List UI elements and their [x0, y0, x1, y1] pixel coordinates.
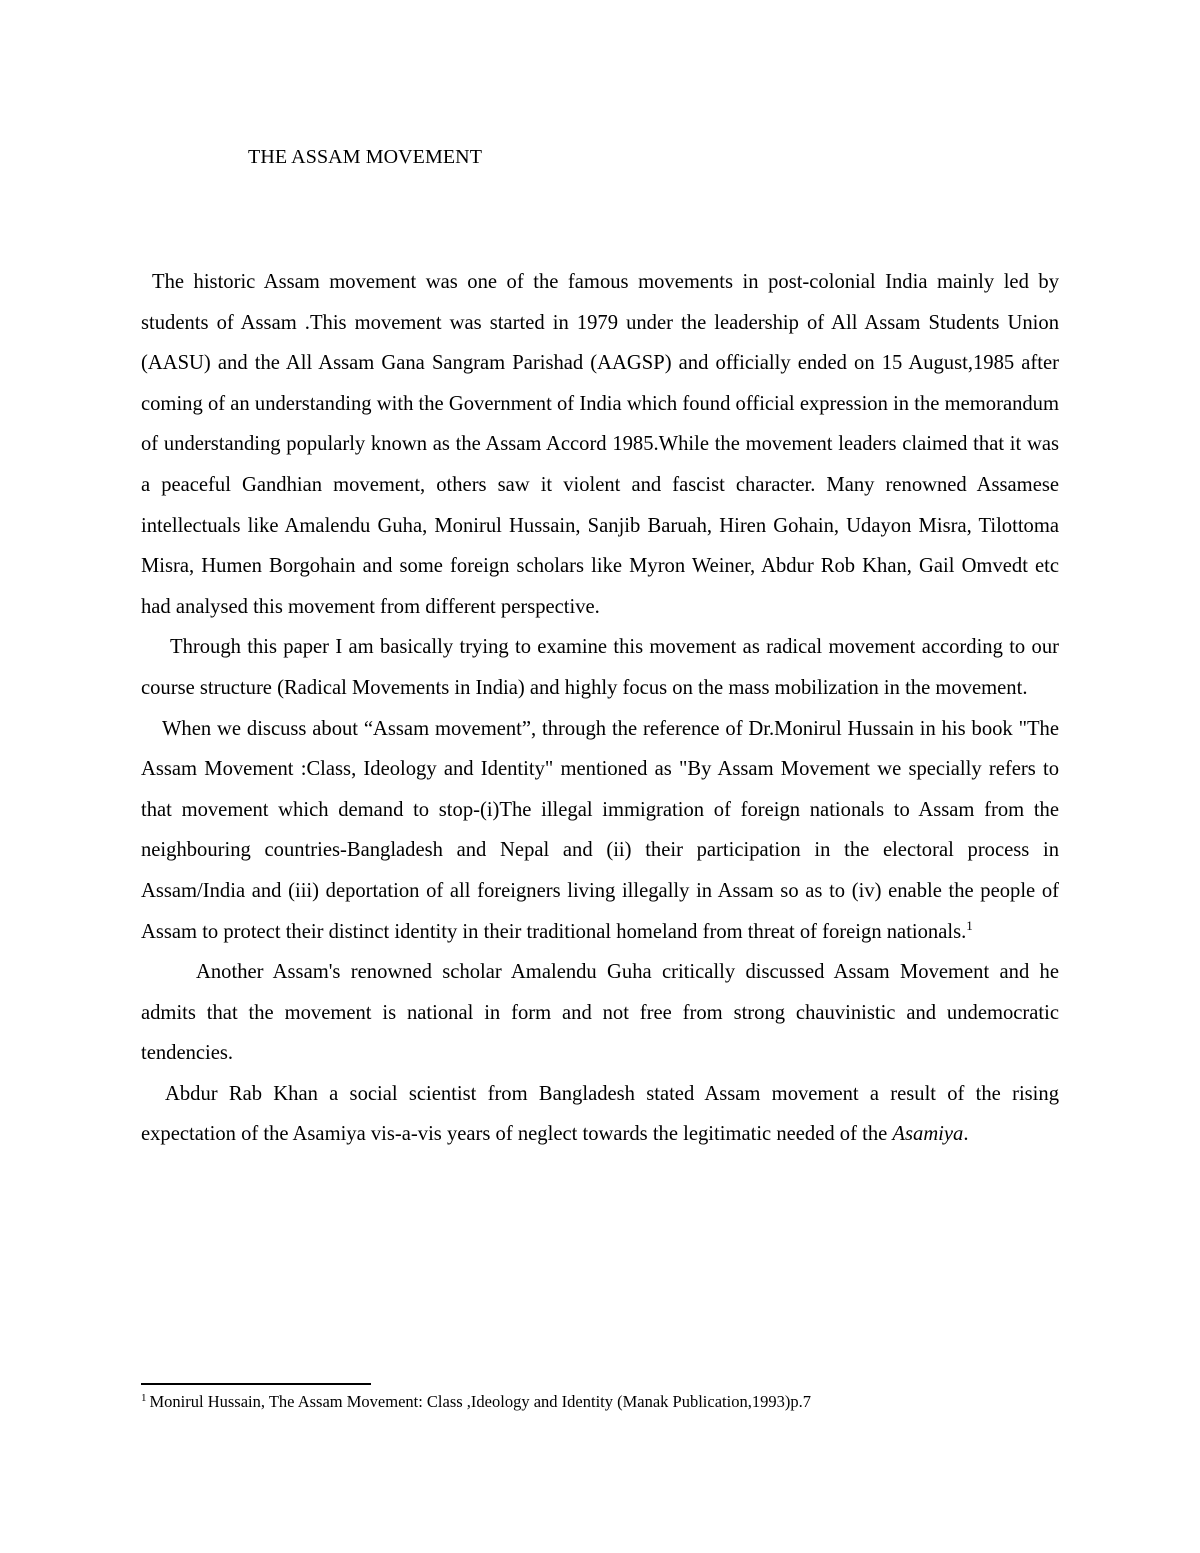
paragraph-hussain-reference — [141, 709, 1059, 953]
paragraph-guha — [141, 952, 1059, 1074]
paragraph-khan — [141, 1074, 1059, 1155]
paragraph-text: The historic Assam movement was one of the famous movements in post-colonial India mainly led by students of Assam .This movement was started in 1979 under the leadership of All Assam Students Union (AASU) and the All Assam Gana Sangram Parishad (AAGSP) and officially ended on 15 August,1985 after coming of an understanding with the Government of India which found official expression in the memorandum of understanding popularly known as the Assam Accord 1985.While the movement leaders claimed that it was a peaceful Gandhian movement, others saw it violent and fascist character. Many renowned Assamese intellectuals like Amalendu Guha, Monirul Hussain, Sanjib Baruah, Hiren Gohain, Udayon Misra, Tilottoma Misra, Humen Borgohain and some foreign scholars like Myron Weiner, Abdur Rob Khan, Gail Omvedt etc had analysed this movement from different perspective. — [141, 271, 1059, 618]
footnote — [141, 1391, 1059, 1413]
paragraph-text: When we discuss about “Assam movement”, through the reference of Dr.Monirul Hussain in his book "The Assam Movement :Class, Ideology and Identity" mentioned as "By Assam Movement we specially refers to that movement which demand to stop-(i)The illegal immigration of foreign nationals to Assam from the neighbouring countries-Bangladesh and Nepal and (ii) their participation in the electoral process in Assam/India and (iii) deportation of all foreigners living illegally in Assam so as to (iv) enable the people of Assam to protect their distinct identity in their traditional homeland from threat of foreign nationals. — [141, 717, 1059, 943]
italic-term: Asamiya — [892, 1123, 964, 1146]
paragraph-text: Abdur Rab Khan a social scientist from Bangladesh stated Assam movement a result of the rising expectation of the Asamiya vis-a-vis years of neglect towards the legitimatic needed of the — [141, 1082, 1059, 1146]
paragraph-text: Another Assam's renowned scholar Amalendu Guha critically discussed Assam Movement and he admits that the movement is national in form and not free from strong chauvinistic and undemocratic tendencies. — [141, 961, 1059, 1065]
closing-punctuation: . — [963, 1123, 969, 1146]
paragraph-purpose — [141, 627, 1059, 708]
footnote-number: 1 — [141, 1391, 147, 1404]
paragraph-text: Through this paper I am basically trying to examine this movement as radical movement according to our course structure (Radical Movements in India) and highly focus on the mass mobilization in the movement. — [141, 636, 1059, 699]
footnote-separator — [141, 1383, 371, 1385]
footnote-reference: 1 — [966, 917, 973, 933]
paragraph-intro — [141, 262, 1059, 627]
document-title: THE ASSAM MOVEMENT — [248, 146, 483, 168]
document-body — [141, 262, 1059, 1155]
footnote-text: Monirul Hussain, The Assam Movement: Class ,Ideology and Identity (Manak Publication,1993)p.7 — [149, 1392, 811, 1411]
